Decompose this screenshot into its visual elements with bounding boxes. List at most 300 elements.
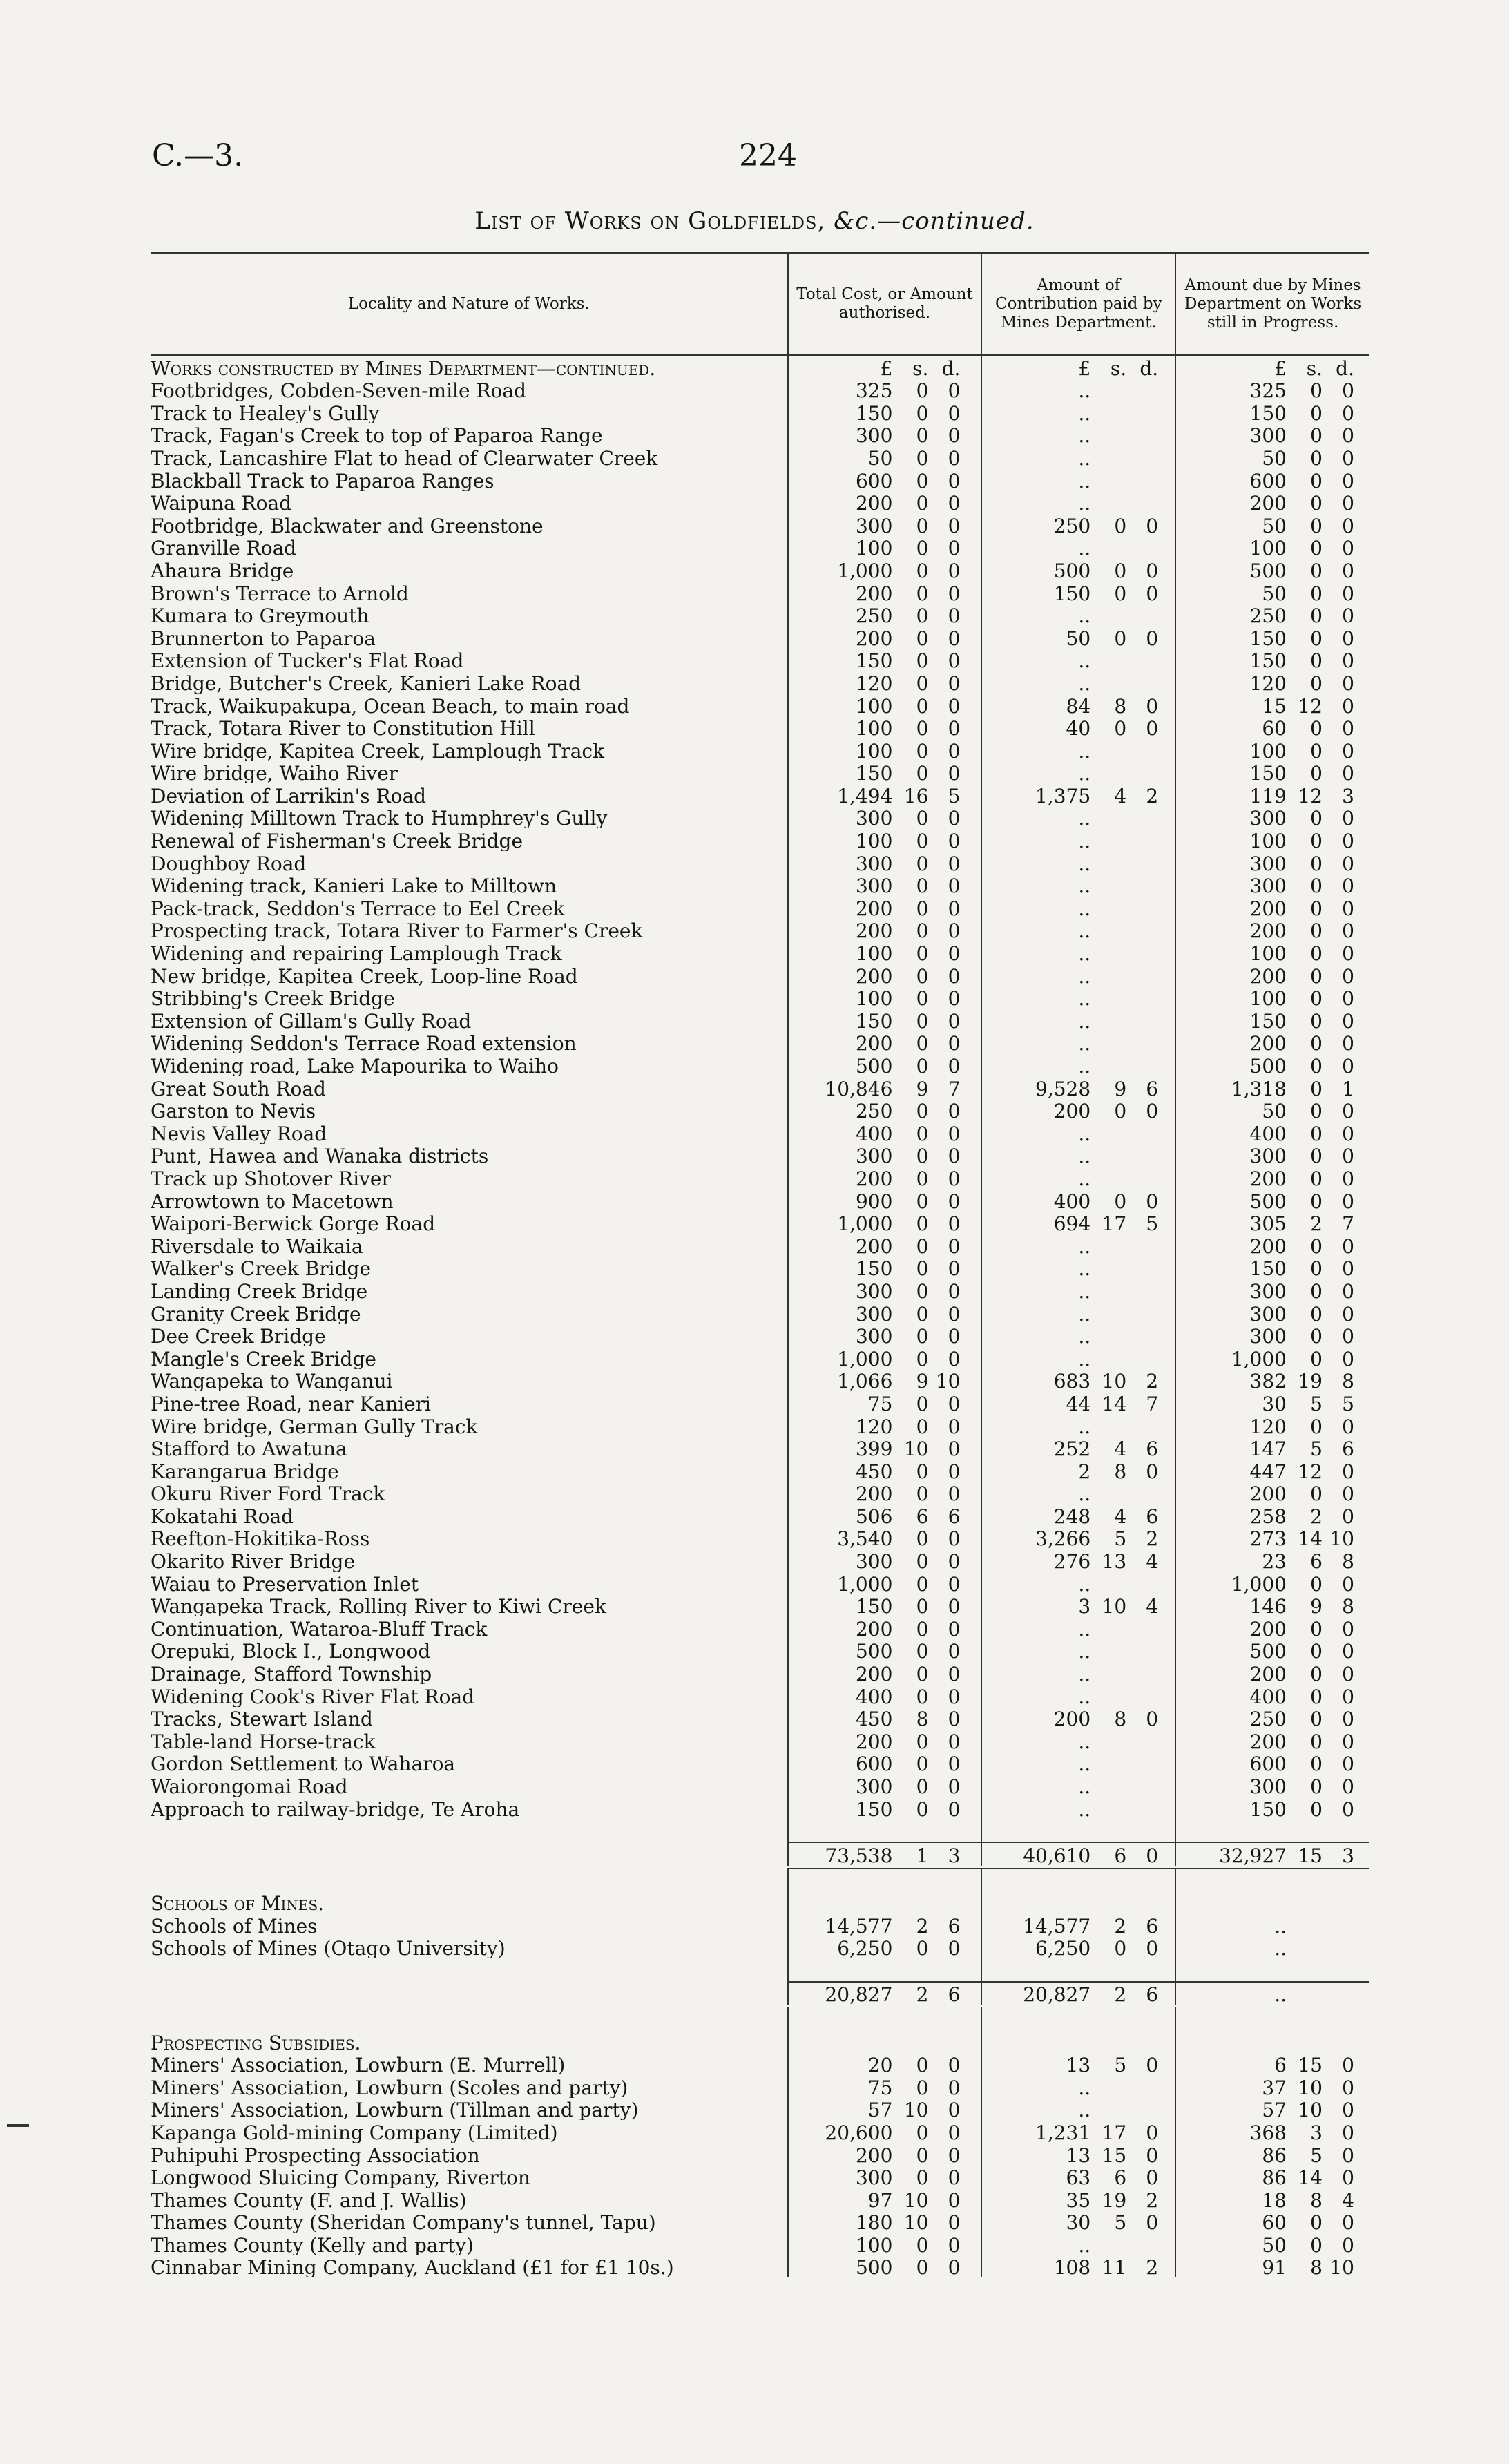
pence-value: 0 — [1146, 1708, 1159, 1730]
amount-due-cell — [1175, 1684, 1369, 1707]
pounds-value: 150 — [855, 762, 893, 784]
pence-value — [1126, 1259, 1158, 1279]
total-cost-cell — [788, 671, 982, 694]
pounds-value: 450 — [855, 1708, 893, 1730]
shillings-value: 14 — [1298, 1527, 1323, 1549]
pence-value: 0 — [1342, 942, 1354, 964]
pounds-value: 300 — [855, 1550, 893, 1572]
work-name: Granity Creek Bridge — [151, 1302, 361, 1324]
money-figure — [1176, 1797, 1369, 1820]
pence-value: 0 — [1342, 964, 1354, 986]
section-heading-row — [151, 1891, 1369, 1913]
money-figure — [789, 1169, 981, 1189]
total-cost-cell — [788, 919, 982, 942]
shillings-value: 0 — [916, 1122, 929, 1144]
pence-value: 0 — [948, 2076, 961, 2098]
work-locality — [151, 761, 788, 784]
pounds-value: 250 — [1249, 1708, 1287, 1730]
pence-value: 0 — [948, 875, 961, 897]
pence-value — [1126, 607, 1158, 626]
work-name: New bridge, Kapitea Creek, Loop-line Road — [151, 964, 578, 986]
money-figure — [1176, 1529, 1369, 1549]
total-cost-cell — [788, 626, 982, 649]
money-figure — [1176, 1642, 1369, 1661]
table-row — [151, 1707, 1369, 1730]
total-cost-cell — [788, 1482, 982, 1505]
total-cost-cell — [788, 941, 982, 964]
pounds-value: 75 — [867, 1392, 893, 1414]
amount-due-cell — [1175, 1166, 1369, 1189]
spacer-cell — [788, 1891, 982, 1913]
money-figure — [789, 469, 981, 491]
money-figure — [982, 1169, 1175, 1189]
amount-due-cell — [1175, 1414, 1369, 1437]
shillings-value: 10 — [903, 1438, 929, 1460]
pence-value: 8 — [1342, 1595, 1354, 1617]
pounds-value: 150 — [1053, 582, 1091, 604]
money-figure — [789, 2101, 981, 2120]
money-figure — [982, 1417, 1175, 1437]
pounds-value: 100 — [855, 717, 893, 739]
pounds-value: 400 — [1249, 1122, 1287, 1144]
pence-value — [1126, 674, 1158, 694]
pounds-value: 20 — [867, 2054, 893, 2076]
shillings-value: 0 — [1310, 1572, 1323, 1594]
table-row — [151, 964, 1369, 986]
pence-value: 0 — [1342, 807, 1354, 829]
amount-due-cell — [1175, 986, 1369, 1009]
amount-due-cell — [1175, 874, 1369, 897]
shillings-value: 17 — [1102, 1212, 1127, 1234]
pounds-value: .. — [1078, 739, 1091, 761]
pence-value: 7 — [948, 1077, 961, 1099]
pence-value: 10 — [1329, 2256, 1354, 2278]
pounds-value: 100 — [855, 739, 893, 761]
amount-due-cell — [1175, 2053, 1369, 2076]
money-figure — [982, 764, 1175, 783]
pence-value: 0 — [1342, 1482, 1354, 1505]
amount-due-cell — [1175, 1031, 1369, 1054]
work-name: Table-land Horse-track — [151, 1730, 376, 1752]
contribution-cell — [981, 1099, 1175, 1122]
money-figure — [1176, 1462, 1369, 1482]
pounds-value: 200 — [855, 897, 893, 919]
amount-due-cell — [1175, 1279, 1369, 1301]
pounds-value: .. — [1078, 2233, 1091, 2255]
pounds-value: 600 — [855, 1753, 893, 1775]
money-figure — [789, 651, 981, 671]
work-name: Miners' Association, Lowburn (Tillman and party) — [151, 2099, 639, 2121]
shillings-value: 0 — [1310, 379, 1323, 401]
money-figure — [1176, 832, 1369, 851]
pence-value — [1126, 2079, 1158, 2098]
amount-due-cell — [1175, 536, 1369, 559]
money-figure — [789, 854, 981, 874]
pence-value — [1126, 1777, 1158, 1797]
shillings-value: 0 — [1310, 469, 1323, 491]
pence-value: 0 — [1146, 1100, 1159, 1122]
pence-value: 0 — [948, 1302, 961, 1324]
table-row — [151, 941, 1369, 964]
shillings-value: 0 — [916, 1482, 929, 1505]
work-name: Brunnerton to Paparoa — [151, 627, 376, 649]
pounds-value: .. — [1078, 649, 1091, 671]
pence-value: 0 — [1342, 627, 1354, 649]
shillings-value: 0 — [916, 694, 929, 716]
money-figure — [1176, 1057, 1369, 1076]
column-header-contribution: Amount of Contribution paid by Mines Department. — [981, 253, 1175, 355]
pounds-value: 20,827 — [825, 1983, 893, 2007]
money-figure — [1176, 739, 1369, 761]
money-figure — [789, 539, 981, 558]
money-figure — [982, 446, 1175, 468]
money-figure — [789, 1710, 981, 1729]
contribution-cell — [981, 513, 1175, 536]
money-figure — [1176, 944, 1369, 964]
pounds-value: 382 — [1249, 1370, 1287, 1392]
money-figure — [789, 784, 981, 806]
work-locality — [151, 2075, 788, 2098]
pence-value: 0 — [1342, 424, 1354, 446]
contribution-cell — [981, 738, 1175, 761]
pounds-value: .. — [1078, 1572, 1091, 1594]
money-figure — [982, 832, 1175, 851]
section-total-row — [151, 1842, 1369, 1867]
work-locality — [151, 806, 788, 829]
pounds-value: 120 — [855, 1415, 893, 1437]
pence-value: 0 — [1342, 379, 1354, 401]
shillings-value: 10 — [903, 2188, 929, 2210]
pence-value: 0 — [1342, 1055, 1354, 1076]
shillings-value: 0 — [916, 2054, 929, 2076]
money-figure — [789, 1642, 981, 1661]
table-row — [151, 1144, 1369, 1167]
pounds-value: 300 — [855, 514, 893, 536]
contribution-cell — [981, 379, 1175, 401]
shillings-value: 10 — [903, 2099, 929, 2121]
work-name: Cinnabar Mining Company, Auckland (£1 for £1 10s.) — [151, 2256, 674, 2278]
pence-value: 0 — [1342, 1730, 1354, 1752]
pence-value: 0 — [948, 604, 961, 627]
work-locality — [151, 1099, 788, 1122]
shillings-value: 9 — [916, 1077, 929, 1099]
amount-due-cell — [1175, 694, 1369, 716]
total-cost-cell — [788, 2075, 982, 2098]
pence-value — [1126, 1034, 1158, 1053]
contribution-cell — [981, 783, 1175, 806]
total-cost-cell — [788, 783, 982, 806]
pence-value: 0 — [948, 582, 961, 604]
pence-value: 6 — [1146, 1077, 1159, 1099]
work-name: Wire bridge, Waiho River — [151, 762, 398, 784]
pounds-value: 100 — [855, 537, 893, 559]
total-cost-cell — [788, 558, 982, 581]
money-figure — [982, 964, 1175, 986]
amount-due-sum — [1175, 1982, 1369, 2007]
shillings-value — [1092, 2101, 1126, 2120]
pounds-value: 300 — [855, 1775, 893, 1797]
table-row — [151, 446, 1369, 468]
total-cost-cell — [788, 806, 982, 829]
shillings-value: 0 — [916, 1257, 929, 1279]
section-heading-row — [151, 2030, 1369, 2053]
shillings-value: 0 — [916, 852, 929, 874]
shillings-value: 0 — [1310, 987, 1323, 1009]
pence-value: 0 — [948, 559, 961, 581]
money-figure — [789, 1939, 981, 1958]
total-cost-cell — [788, 2098, 982, 2121]
shillings-value: 0 — [1310, 1617, 1323, 1639]
pounds-value: .. — [1078, 942, 1091, 964]
total-cost-cell — [788, 896, 982, 919]
pence-value: 6 — [1146, 1505, 1159, 1527]
pounds-value: 400 — [855, 1685, 893, 1707]
shillings-value: 0 — [1114, 627, 1127, 649]
table-row — [151, 2098, 1369, 2121]
shillings-value: 0 — [1310, 942, 1323, 964]
total-cost-cell — [788, 874, 982, 897]
pence-value — [1126, 494, 1158, 513]
shillings-value — [1092, 1057, 1126, 1076]
money-figure — [789, 1484, 981, 1504]
work-name: Continuation, Wataroa-Bluff Track — [151, 1617, 488, 1639]
pence-value: 0 — [948, 942, 961, 964]
work-locality — [151, 694, 788, 716]
pounds-value: 300 — [1249, 1775, 1287, 1797]
pence-value: 0 — [1146, 1460, 1159, 1482]
shillings-value: 0 — [1310, 604, 1323, 627]
pence-value: 0 — [1342, 1415, 1354, 1437]
pounds-value: 50 — [1066, 627, 1091, 649]
shillings-value: 10 — [1298, 2099, 1323, 2121]
pounds-value: 1,000 — [1231, 1347, 1287, 1369]
pence-value: 0 — [1342, 1279, 1354, 1301]
work-name: Pack-track, Seddon's Terrace to Eel Creek — [151, 897, 565, 919]
money-figure — [982, 1259, 1175, 1279]
pence-value — [1126, 1237, 1158, 1257]
pence-value: 4 — [1146, 1595, 1159, 1617]
pounds-value: 250 — [1053, 514, 1091, 536]
shillings-value: 0 — [1310, 1279, 1323, 1301]
contribution-cell — [981, 1729, 1175, 1752]
money-figure — [1176, 381, 1369, 401]
pence-value — [1126, 1169, 1158, 1189]
amount-due-cell — [1175, 1936, 1369, 1959]
money-figure — [789, 944, 981, 964]
pence-value — [1126, 1484, 1158, 1504]
amount-due-cell — [1175, 581, 1369, 604]
shillings-value: 0 — [916, 1753, 929, 1775]
pounds-value: 900 — [855, 1190, 893, 1212]
shillings-value: 19 — [1298, 1370, 1323, 1392]
pounds-value: 305 — [1249, 1212, 1287, 1234]
pence-value: 0 — [948, 1009, 961, 1031]
pence-value — [1126, 539, 1158, 558]
shillings-value: 19 — [1102, 2188, 1127, 2210]
work-locality — [151, 1572, 788, 1594]
pence-value: 0 — [1342, 2166, 1354, 2188]
pence-value: 0 — [948, 807, 961, 829]
shillings-value: 0 — [916, 1797, 929, 1820]
pounds-value: 150 — [1249, 401, 1287, 423]
shillings-value: 0 — [916, 987, 929, 1009]
amount-due-cell — [1175, 401, 1369, 423]
pounds-value: 150 — [1249, 649, 1287, 671]
pence-value: 0 — [948, 762, 961, 784]
money-figure — [789, 514, 981, 536]
pence-value: 0 — [948, 1415, 961, 1437]
contribution-cell — [981, 1616, 1175, 1639]
pence-value: 0 — [948, 739, 961, 761]
money-figure — [982, 1302, 1175, 1324]
shillings-value — [1092, 1282, 1126, 1301]
shillings-value — [1092, 381, 1126, 401]
pounds-value: 500 — [1053, 559, 1091, 581]
total-cost-cell — [788, 1324, 982, 1347]
pence-value: 0 — [1342, 739, 1354, 761]
pounds-value: 300 — [855, 807, 893, 829]
pounds-value: .. — [1078, 1055, 1091, 1076]
pence-value — [1126, 1350, 1158, 1369]
pounds-value: 60 — [1262, 2211, 1287, 2233]
shillings-value: 0 — [916, 942, 929, 964]
shillings-value: 0 — [916, 1460, 929, 1482]
money-figure — [982, 1392, 1175, 1414]
table-row — [151, 626, 1369, 649]
money-figure — [789, 899, 981, 919]
amount-due-cell — [1175, 1437, 1369, 1460]
shillings-value: 0 — [916, 1415, 929, 1437]
pence-value: 0 — [1342, 2076, 1354, 2098]
total-cost-cell — [788, 1639, 982, 1662]
money-figure — [789, 2258, 981, 2277]
money-figure — [982, 1440, 1175, 1459]
work-name: Reefton-Hokitika-Ross — [151, 1527, 370, 1549]
spacer-cell — [788, 2006, 982, 2030]
money-figure — [1176, 1034, 1369, 1053]
work-locality — [151, 1661, 788, 1684]
pence-value: 0 — [948, 1482, 961, 1505]
money-figure — [789, 1392, 981, 1414]
total-cost-cell — [788, 851, 982, 874]
shillings-value — [1288, 1985, 1323, 2005]
work-locality — [151, 1527, 788, 1549]
shillings-value: 12 — [1298, 784, 1323, 806]
table-row — [151, 1369, 1369, 1392]
money-figure — [789, 2168, 981, 2188]
total-cost-sum — [788, 1842, 982, 1867]
work-locality — [151, 626, 788, 649]
table-row — [151, 1729, 1369, 1752]
total-cost-cell — [788, 2166, 982, 2188]
money-figure — [1176, 2213, 1369, 2233]
pence-value: 0 — [948, 987, 961, 1009]
pence-value: 0 — [1342, 2233, 1354, 2255]
shillings-value: 0 — [1310, 1347, 1323, 1369]
shillings-value: 0 — [916, 1190, 929, 1212]
pounds-value: 600 — [1249, 1753, 1287, 1775]
table-row — [151, 1913, 1369, 1936]
money-figure — [982, 1797, 1175, 1820]
amount-due-cell — [1175, 2075, 1369, 2098]
contribution-cell — [981, 761, 1175, 784]
pounds-value: 50 — [1262, 446, 1287, 468]
pounds-value: 1,066 — [837, 1370, 893, 1392]
pounds-value: 1,000 — [837, 1347, 893, 1369]
pounds-value: 300 — [1249, 1302, 1287, 1324]
pence-value: 0 — [1146, 2211, 1159, 2233]
money-figure — [982, 2123, 1175, 2143]
pence-value: 0 — [1342, 1753, 1354, 1775]
pence-value: 0 — [948, 1550, 961, 1572]
money-figure — [1176, 2168, 1369, 2188]
money-figure — [789, 964, 981, 986]
money-figure — [1176, 854, 1369, 874]
amount-due-cell — [1175, 649, 1369, 671]
shillings-value: 2 — [1310, 1505, 1323, 1527]
amount-due-cell — [1175, 1594, 1369, 1617]
pounds-value: 300 — [855, 1279, 893, 1301]
pence-value: 0 — [948, 1145, 961, 1167]
pence-value: 0 — [1342, 559, 1354, 581]
contribution-cell — [981, 1391, 1175, 1414]
money-figure — [982, 1732, 1175, 1752]
pence-value — [1323, 1917, 1354, 1936]
works-ledger-table — [151, 252, 1369, 2277]
total-cost-cell — [788, 1729, 982, 1752]
work-name: Pine-tree Road, near Kanieri — [151, 1392, 431, 1414]
pence-value — [1126, 1665, 1158, 1684]
pounds-value: 147 — [1249, 1438, 1287, 1460]
shillings-value: 0 — [1310, 492, 1323, 514]
work-locality — [151, 738, 788, 761]
work-name: Track to Healey's Gully — [151, 401, 380, 423]
work-name: Karangarua Bridge — [151, 1460, 339, 1482]
pounds-value: 13 — [1066, 2143, 1091, 2166]
pence-value: 0 — [948, 1325, 961, 1347]
money-figure — [982, 1372, 1175, 1391]
shillings-value: 14 — [1298, 2166, 1323, 2188]
pounds-value: 100 — [1249, 537, 1287, 559]
pounds-value: 100 — [855, 2233, 893, 2255]
pounds-value: 200 — [1249, 964, 1287, 986]
pence-value: 0 — [1146, 2166, 1159, 2188]
spacer-cell — [151, 1867, 788, 1891]
pounds-value: 32,927 — [1219, 1844, 1287, 1867]
table-row — [151, 1031, 1369, 1054]
amount-due-cell — [1175, 1391, 1369, 1414]
shillings-value: 0 — [1310, 1302, 1323, 1324]
total-cost-cell — [788, 604, 982, 627]
work-name: Mangle's Creek Bridge — [151, 1347, 376, 1369]
money-figure — [982, 1147, 1175, 1166]
pounds-value: 97 — [867, 2188, 893, 2210]
shillings-value: 0 — [1310, 401, 1323, 423]
page-number: 224 — [739, 138, 797, 173]
total-cost-cell — [788, 1212, 982, 1234]
money-figure — [789, 2076, 981, 2098]
shillings-value: 2 — [1310, 1212, 1323, 1234]
pence-value: 0 — [1342, 1617, 1354, 1639]
money-figure — [789, 1529, 981, 1549]
pence-value: 0 — [1342, 1145, 1354, 1167]
money-figure — [982, 469, 1175, 491]
pounds-value: 200 — [855, 964, 893, 986]
pounds-value: 180 — [855, 2211, 893, 2233]
document-reference: C.—3. — [152, 138, 244, 173]
units-labels — [1176, 356, 1369, 379]
pence-value: 0 — [948, 1797, 961, 1820]
